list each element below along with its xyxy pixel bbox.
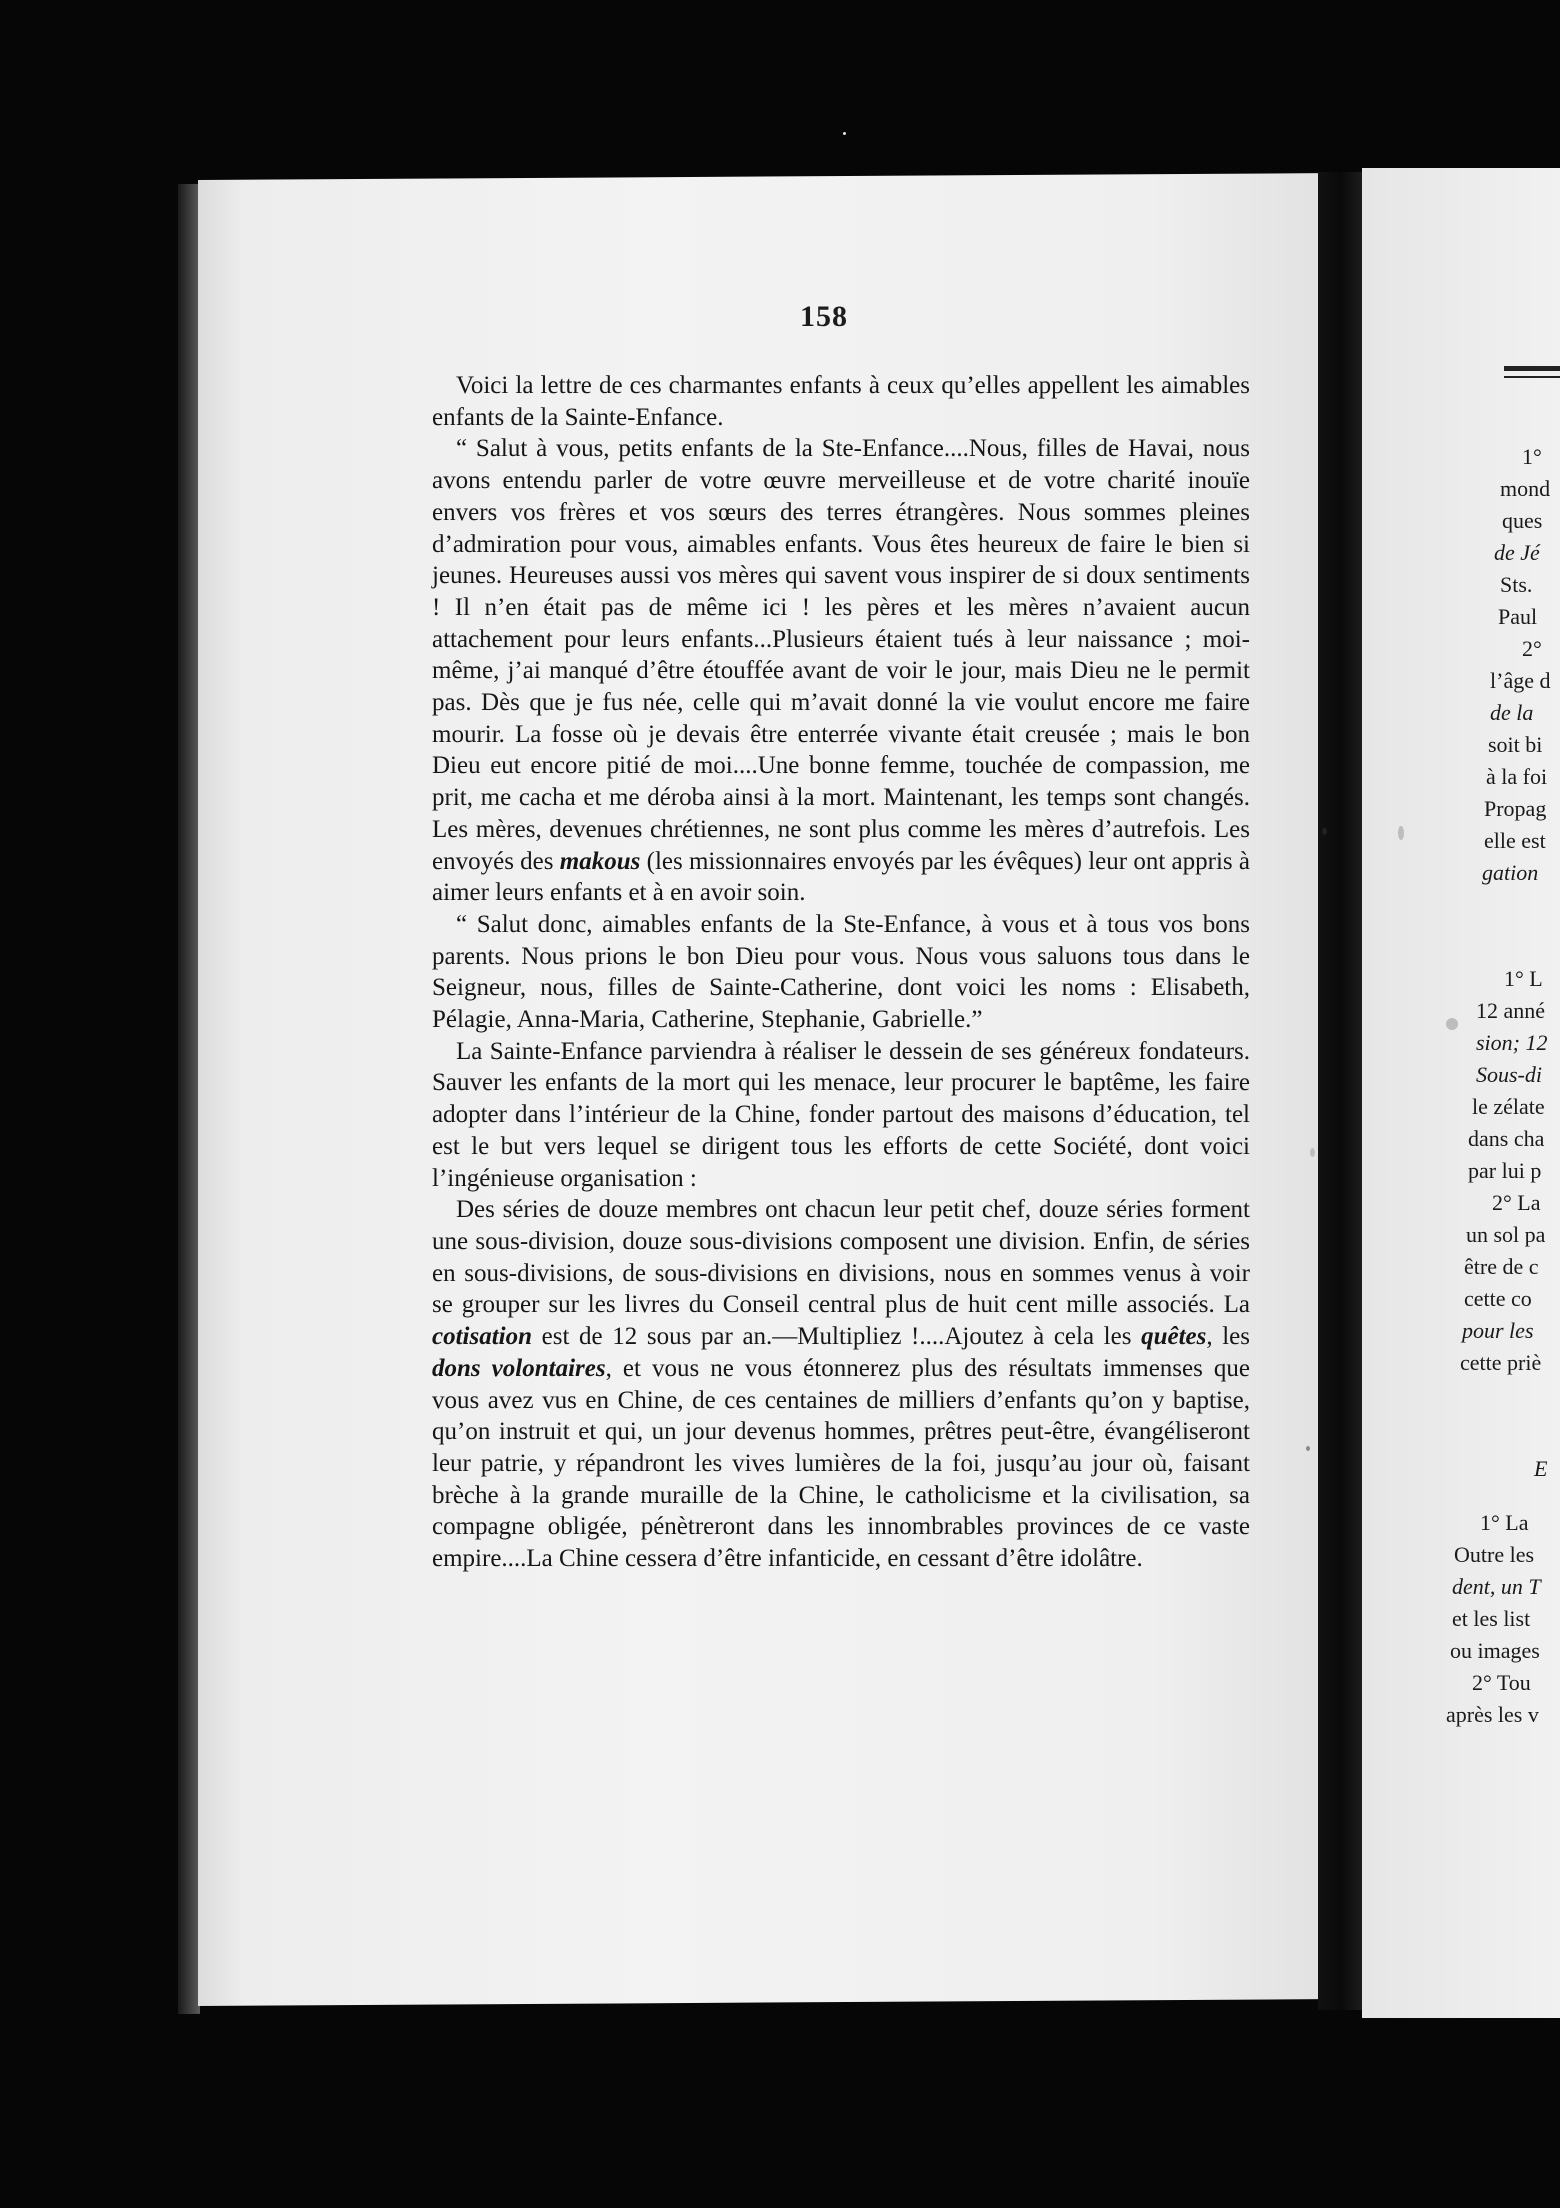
adjacent-page-fragment: 1° L [1504, 966, 1543, 991]
adjacent-page-fragment: et les list [1452, 1606, 1531, 1631]
paragraph [432, 370, 1250, 433]
adjacent-page-fragment: l’âge d [1490, 668, 1551, 693]
adjacent-page-fragment: de la [1490, 700, 1534, 725]
paragraph [432, 909, 1250, 1036]
adjacent-page-fragment: cette co [1464, 1286, 1532, 1311]
text-run: Des séries de douze membres ont chacun leur petit chef, douze séries forment une sous-division, douze sous-divisions composent une division. Enfin, de séries en sous-divisions, de sous-divisions en divisions, nous en sommes venus à voir se grouper sur les livres du Conseil central plus de huit cent mille associés. La [432, 1196, 1250, 1319]
adjacent-page-fragment: ou images [1450, 1638, 1540, 1663]
adjacent-page-fragment: à la foi [1486, 764, 1548, 789]
scan-speck [843, 132, 846, 135]
text-run: , et vous ne vous étonnerez plus des résultats immenses que vous avez vus en Chine, de ces centaines de milliers d’enfants qu’on y baptise, qu’on instruit et qui, un jour devenus hommes, prêtres peut-être, évangéliseront leur patrie, y répandront les vives lumières de la foi, jusqu’au jour où, faisant brèche à la grande muraille de la Chine, le catholicisme et la civilisation, sa compagne obligée, pénètreront dans les innombrables provinces de ce vaste empire....La Chine cessera d’être infanticide, en cessant d’être idolâtre. [432, 1354, 1250, 1573]
adjacent-page-fragment: 1° La [1480, 1510, 1529, 1535]
adjacent-page-fragment: 2° La [1492, 1190, 1541, 1215]
text-run: , les [1206, 1323, 1250, 1351]
italic-run: cotisation [432, 1323, 533, 1351]
adjacent-page-fragment: dans cha [1468, 1126, 1545, 1151]
text-run: “ Salut donc, aimables enfants de la Ste-Enfance, à vous et à tous vos bons parents. Nous prions le bon Dieu pour vous. Nous vous saluons tous dans le Seigneur, nous, filles de Sainte-Catherine, dont voici les noms : Elisabeth, Pélagie, Anna-Maria, Catherine, Stephanie, Gabrielle.” [432, 910, 1250, 1034]
text-run: La Sainte-Enfance parviendra à réaliser le dessein de ses généreux fondateurs. Sauver les enfants de la mort qui les menace, leur procurer le baptême, les faire adopter dans l’intérieur de la Chine, fonder partout des maisons d’éducation, tel est le but vers lequel se dirigent tous les efforts de cette Société, dont voici l’ingénieuse organisation : [432, 1037, 1250, 1192]
book-gutter [1318, 172, 1364, 2010]
adjacent-page-fragment: dent, un T [1452, 1574, 1541, 1599]
scan-speck [1310, 1148, 1315, 1157]
section-rule [1504, 366, 1560, 371]
adjacent-page-fragment: soit bi [1488, 732, 1543, 757]
adjacent-page-fragment: 2° [1522, 636, 1542, 661]
adjacent-page-fragment: elle est [1484, 828, 1546, 853]
adjacent-page-fragment: un sol pa [1466, 1222, 1546, 1247]
adjacent-page-fragment: 1° [1522, 444, 1542, 469]
adjacent-page-fragment: 12 anné [1476, 998, 1546, 1023]
text-run: “ Salut à vous, petits enfants de la Ste-Enfance....Nous, filles de Havai, nous avons entendu parler de votre œuvre merveilleuse et de votre charité inouïe envers vos frères et vos sœurs des terres étrangères. Nous sommes pleines d’admiration pour vous, aimables enfants. Vous êtes heureux de faire le bien si jeunes. Heureuses aussi vos mères qui savent vous inspirer de si doux sentiments ! Il n’en était pas de même ici ! les pères et les mères n’avaient aucun attachement pour leurs enfants...Plusieurs étaient tués à leur naissance ; moi-même, j’ai manqué d’être étouffée avant de voir le jour, mais Dieu ne le permit pas. Dès que je fus née, celle qui m’avait donné la vie voulut encore me faire mourir. La fosse où je devais être enterrée vivante était creusée ; mais le bon Dieu eut encore pitié de moi....Une bonne femme, touchée de compassion, me prit, me cacha et me déroba ainsi à la mort. Maintenant, les temps sont changés. Les mères, devenues chrétiennes, ne sont plus comme les mères d’autrefois. Les envoyés des [432, 435, 1250, 875]
italic-run: quêtes [1141, 1323, 1207, 1351]
adjacent-page-fragment: par lui p [1468, 1158, 1542, 1183]
adjacent-page-fragment: être de c [1464, 1254, 1539, 1279]
page-edge-shadow [178, 184, 200, 2014]
italic-run: dons volontaires [432, 1354, 606, 1382]
italic-run: makous [559, 847, 641, 875]
paragraph [432, 433, 1250, 909]
text-run: (les missionnaires envoyés par les évêques) leur ont appris à aimer leurs enfants et à en avoir soin. [432, 847, 1250, 907]
adjacent-page-fragment: Paul [1498, 604, 1538, 629]
page-number: 158 [800, 300, 848, 333]
adjacent-page-fragment: Outre les [1454, 1542, 1535, 1567]
section-rule-thin [1504, 376, 1560, 378]
adjacent-page-fragment: 2° Tou [1472, 1670, 1531, 1695]
adjacent-page-fragment: Sous-di [1476, 1062, 1542, 1087]
adjacent-page-edge [1362, 168, 1560, 2018]
scan-speck [1398, 826, 1404, 840]
adjacent-page-fragment: de Jé [1494, 540, 1540, 565]
adjacent-page-fragment: après les v [1446, 1702, 1539, 1727]
scan-speck [1322, 828, 1327, 835]
scan-speck [1306, 1446, 1310, 1451]
adjacent-page-fragment: Sts. [1500, 572, 1533, 597]
paragraph [432, 1036, 1250, 1195]
adjacent-page-fragment: pour les [1462, 1318, 1534, 1343]
adjacent-page-fragment: ques [1502, 508, 1543, 533]
adjacent-page-fragment: le zélate [1472, 1094, 1545, 1119]
adjacent-page-fragment: gation [1482, 860, 1539, 885]
scan-speck [1446, 1018, 1458, 1030]
paragraph [432, 1194, 1250, 1574]
page-body-text [432, 370, 1250, 1575]
adjacent-page-fragment: E [1534, 1456, 1548, 1481]
adjacent-page-fragment: mond [1500, 476, 1551, 501]
adjacent-page-fragment: cette priè [1460, 1350, 1542, 1375]
text-run: est de 12 sous par an.—Multipliez !....Ajoutez à cela les [532, 1323, 1142, 1351]
adjacent-page-fragment: sion; 12 [1476, 1030, 1548, 1055]
text-run: Voici la lettre de ces charmantes enfants à ceux qu’elles appellent les aimables enfants de la Sainte-Enfance. [432, 372, 1250, 431]
adjacent-page-fragment: Propag [1484, 796, 1547, 821]
